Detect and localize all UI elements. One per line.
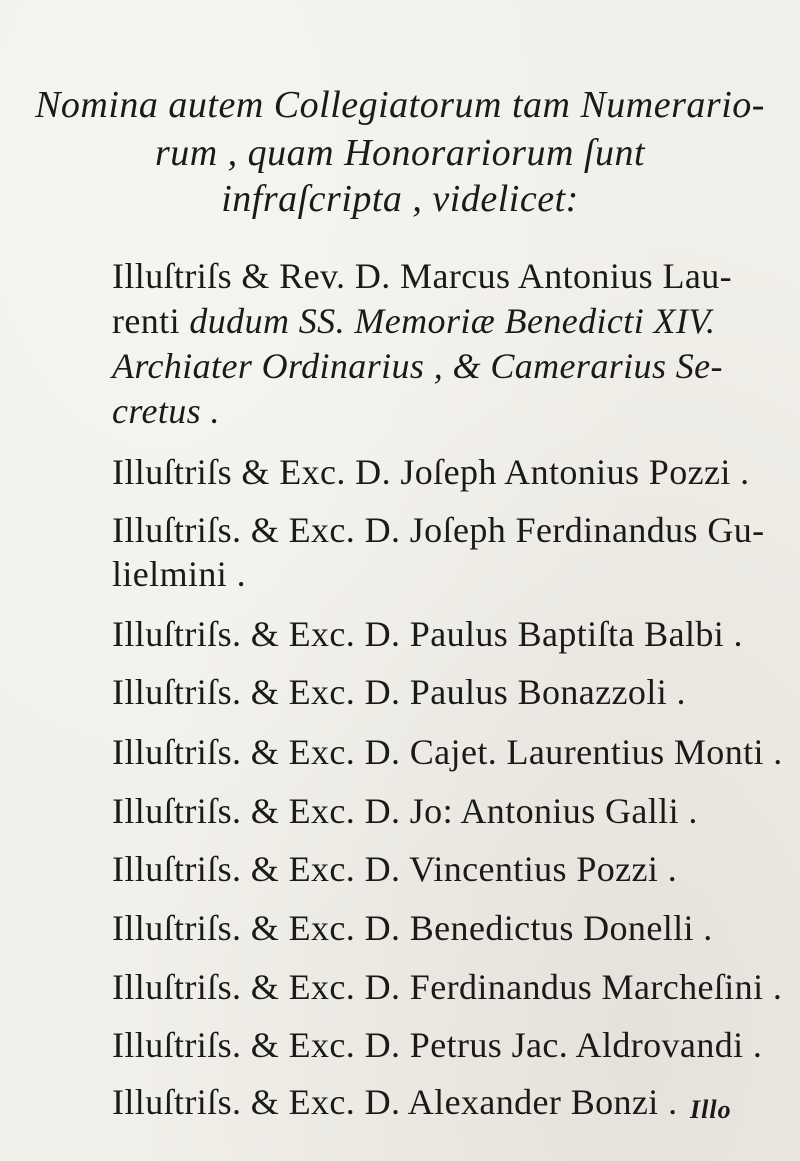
entry-gulielmini-line-2: lielmini . (112, 554, 246, 594)
entry-pozzi-joseph: Illuſtriſs & Exc. D. Joſeph Antonius Pozzi . (112, 452, 750, 492)
entry-galli: Illuſtriſs. & Exc. D. Jo: Antonius Galli . (112, 791, 698, 831)
entry-monti: Illuſtriſs. & Exc. D. Cajet. Laurentius Monti . (112, 732, 783, 772)
heading-line-1: Nomina autem Collegiatorum tam Numerario- (35, 84, 765, 126)
entry-balbi: Illuſtriſs. & Exc. D. Paulus Baptiſta Balbi . (112, 614, 743, 654)
entry-bonazzoli: Illuſtriſs. & Exc. D. Paulus Bonazzoli . (112, 672, 686, 712)
entry-aldrovandi: Illuſtriſs. & Exc. D. Petrus Jac. Aldrovandi . (112, 1025, 763, 1065)
first-entry-line-3: Archiater Ordinarius , & Camerarius Se- (112, 346, 723, 386)
first-entry-line-2-plain: renti (112, 301, 190, 341)
catchword: Illo (690, 1095, 732, 1124)
entry-pozzi-vincentius: Illuſtriſs. & Exc. D. Vincentius Pozzi . (112, 849, 678, 889)
first-entry-line-4: cretus . (112, 391, 220, 431)
heading-line-3: infraſcripta , videlicet: (221, 178, 579, 220)
first-entry-line-1: Illuſtriſs & Rev. D. Marcus Antonius Lau- (112, 256, 732, 296)
entry-donelli: Illuſtriſs. & Exc. D. Benedictus Donelli . (112, 908, 713, 948)
entry-bonzi: Illuſtriſs. & Exc. D. Alexander Bonzi . (112, 1082, 678, 1122)
first-entry-line-2 (112, 299, 772, 343)
heading-line-2: rum , quam Honorariorum ſunt (154, 132, 646, 174)
entry-marchesini: Illuſtriſs. & Exc. D. Ferdinandus Marcheſini . (112, 967, 783, 1007)
first-entry-line-2-italic: dudum SS. Memoriæ Benedicti XIV. (189, 301, 716, 341)
entry-gulielmini-line-1: Illuſtriſs. & Exc. D. Joſeph Ferdinandus Gu- (112, 510, 765, 550)
